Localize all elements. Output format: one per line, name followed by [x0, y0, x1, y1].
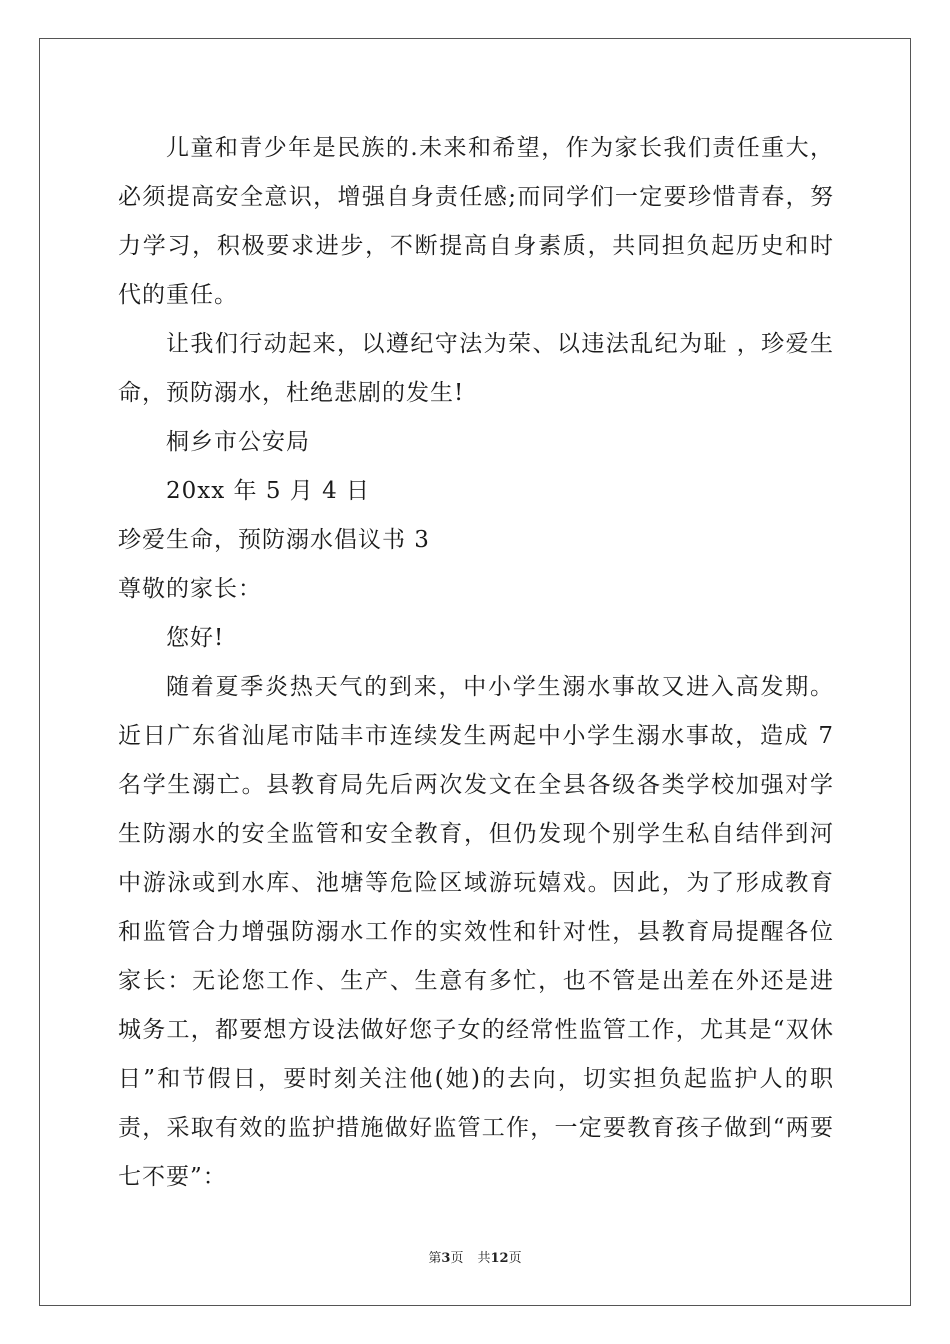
footer-page-prefix: 第 [428, 1251, 442, 1266]
document-body [118, 124, 834, 1202]
greeting: 您好! [166, 625, 225, 651]
signature-organization: 桐乡市公安局 [166, 429, 310, 455]
page-footer [0, 1247, 950, 1266]
footer-total-suffix: 页 [508, 1251, 522, 1266]
signature-date: 20xx 年 5 月 4 日 [166, 478, 371, 504]
footer-page-total: 12 [490, 1251, 509, 1266]
paragraph-responsibility: 儿童和青少年是民族的.未来和希望，作为家长我们责任重大，必须提高安全意识，增强自身责任感;而同学们一定要珍惜青春，努力学习，积极要求进步，不断提高自身素质，共同担负起历史和时代的重任。 [118, 135, 834, 308]
section-title: 珍爱生命，预防溺水倡议书 3 [118, 527, 430, 553]
paragraph-call-to-action: 让我们行动起来，以遵纪守法为荣、以违法乱纪为耻 ，珍爱生命，预防溺水，杜绝悲剧的发生! [118, 331, 834, 406]
salutation: 尊敬的家长： [118, 576, 262, 602]
footer-page-current: 3 [441, 1251, 451, 1266]
footer-page-suffix: 页 [450, 1251, 464, 1266]
paragraph-main-body: 随着夏季炎热天气的到来，中小学生溺水事故又进入高发期。近日广东省汕尾市陆丰市连续发生两起中小学生溺水事故，造成 7 名学生溺亡。县教育局先后两次发文在全县各级各类学校加强对学生防溺水的安全监管和安全教育，但仍发现个别学生私自结伴到河中游泳或到水库、池塘等危险区域游玩嬉戏。因此，为了形成教育和监管合力增强防溺水工作的实效性和针对性，县教育局提醒各位家长：无论您工作、生产、生意有多忙，也不管是出差在外还是进城务工，都要想方设法做好您子女的经常性监管工作，尤其是“双休日”和节假日，要时刻关注他(她)的去向，切实担负起监护人的职责，采取有效的监护措施做好监管工作，一定要教育孩子做到“两要七不要”： [118, 674, 834, 1190]
footer-total-prefix: 共 [477, 1251, 491, 1266]
